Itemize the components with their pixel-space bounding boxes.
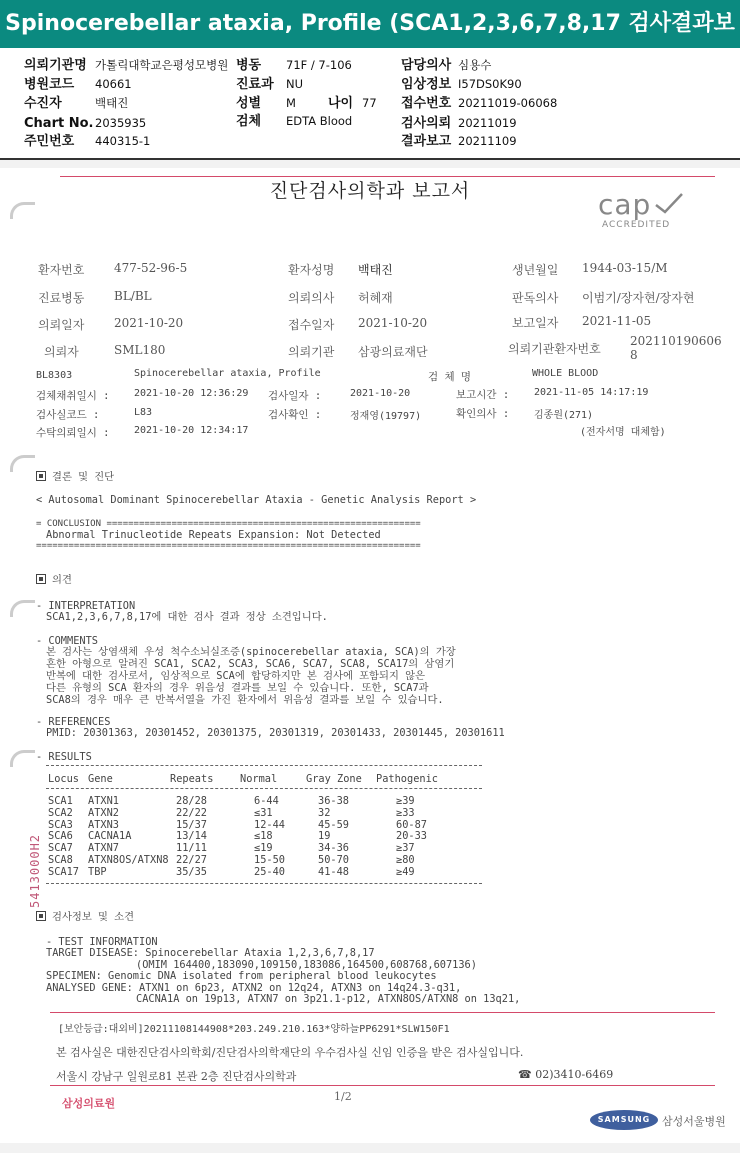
conclusion-head: = CONCLUSION ========================================================== (36, 519, 421, 529)
bottom-rule (50, 1012, 715, 1013)
punch-hole (10, 750, 35, 767)
age-label: 나이 (328, 96, 354, 111)
ward: BL/BL (114, 289, 152, 303)
cell-gray: 32 (318, 806, 331, 819)
collector-value: 백태진 (95, 96, 129, 110)
patient-name-label: 환자성명 (288, 263, 335, 277)
cell-locus: SCA17 (48, 865, 79, 878)
cell-repeats: 22/22 (176, 806, 207, 819)
rrn-value: 440315-1 (95, 134, 151, 148)
report-time-label: 보고시간 : (456, 389, 510, 401)
cell-patho: ≥49 (396, 865, 415, 878)
cell-locus: SCA3 (48, 818, 73, 831)
age-value: 77 (362, 96, 377, 110)
confirm-label: 확인의사 : (456, 408, 510, 420)
hospcode-label: 병원코드 (24, 77, 75, 92)
footer-brand: 삼성의료원 (62, 1097, 116, 1110)
col-locus: Locus (48, 773, 79, 785)
cell-locus: SCA2 (48, 806, 73, 819)
req-org-pt: 202110190606 (630, 334, 722, 348)
ti-line: (OMIM 164400,183090,109150,183086,164500,608768,607136) (136, 959, 477, 971)
test-date: 2021-10-20 (350, 388, 411, 399)
doctor-value: 심용수 (458, 58, 492, 72)
cell-normal: 12-44 (254, 818, 285, 831)
cell-gray: 41-48 (318, 865, 349, 878)
certification: 본 검사실은 대한진단검사의학회/진단검사의학재단의 우수검사실 신임 인증을 받은 검사실입니다. (56, 1046, 524, 1059)
test-name: Spinocerebellar ataxia, Profile (134, 368, 321, 379)
report-value: 20211109 (458, 134, 517, 148)
cell-patho: ≥39 (396, 795, 415, 807)
cell-locus: SCA6 (48, 830, 73, 843)
request-value: 20211019 (458, 116, 517, 130)
section-test-info (36, 911, 134, 923)
specimen: WHOLE BLOOD (532, 368, 599, 379)
section-opinion-title: 의견 (52, 574, 72, 586)
report-title: Spinocerebellar ataxia, Profile (SCA1,2,3,6,7,8,17 검사결과보 (0, 0, 740, 48)
doctor-label: 담당의사 (401, 58, 452, 73)
ti-line: CACNA1A on 19p13, ATXN7 on 3p21.1-p12, ATXN8OS/ATXN8 on 13q21, (136, 993, 521, 1005)
security-line: [보안등급:대외비]20211108144908*203.249.210.163*양하늘PP6291*SLW150F1 (58, 1024, 450, 1035)
cell-patho: ≥33 (396, 806, 415, 819)
section-opinion (36, 574, 72, 586)
patient-no-label: 환자번호 (38, 263, 85, 277)
cell-gene: ATXN3 (88, 818, 119, 831)
ward-value: 71F / 7-106 (286, 58, 352, 72)
room-label: 검사실코드 : (36, 409, 100, 421)
collector-label: 수진자 (24, 96, 62, 111)
cell-repeats: 28/28 (176, 795, 207, 807)
patient-name: 백태진 (358, 263, 393, 277)
cell-repeats: 13/14 (176, 830, 207, 843)
col-gray: Gray Zone (306, 773, 362, 785)
req-org: 삼광의료재단 (358, 345, 428, 359)
cell-normal: 15-50 (254, 854, 285, 866)
conclusion: Abnormal Trinucleotide Repeats Expansion: Not Detected (46, 529, 381, 541)
cap-logo-text: cap (598, 188, 652, 221)
req-date: 2021-10-20 (114, 316, 184, 330)
rrn-label: 주민번호 (24, 134, 75, 149)
sex-value: M (286, 96, 296, 110)
cell-gene: TBP (88, 865, 107, 878)
patient-header (0, 48, 740, 160)
col-gene: Gene (88, 773, 113, 785)
chart-value: 2035935 (95, 116, 147, 130)
samsung-logo: SAMSUNG (590, 1110, 658, 1130)
cell-gene: ATXN7 (88, 842, 119, 855)
receive: 2021-10-20 12:34:17 (134, 425, 249, 436)
page-number: 1/2 (334, 1090, 352, 1103)
cell-patho: 20-33 (396, 830, 427, 843)
cell-patho: ≥80 (396, 854, 415, 866)
cell-patho: 60-87 (396, 818, 427, 831)
cell-repeats: 35/35 (176, 865, 207, 878)
cell-repeats: 22/27 (176, 854, 207, 866)
col-repeats: Repeats (170, 773, 214, 785)
bottom-rule (50, 1085, 715, 1086)
interp: SCA1,2,3,6,7,8,17에 대한 검사 결과 정상 소견입니다. (46, 611, 328, 623)
comments-head: - COMMENTS (36, 635, 98, 647)
punch-hole (10, 202, 35, 219)
table-rule (46, 765, 482, 766)
side-barcode-text: 5413000H2 (28, 833, 42, 908)
section-conclusion-title: 결론 및 진단 (52, 471, 115, 483)
cell-gray: 36-38 (318, 795, 349, 807)
table-rule (46, 788, 482, 789)
requester: 허혜재 (358, 291, 393, 305)
hospital-name: 삼성서울병원 (662, 1115, 726, 1128)
req-date-label: 의뢰일자 (38, 318, 85, 332)
section-conclusion (36, 471, 114, 483)
room: L83 (134, 407, 153, 418)
report-label: 결과보고 (401, 134, 452, 149)
comment-line: 다른 유형의 SCA 환자의 경우 위음성 결과를 보일 수 있습니다. 또한, SCA7과 (46, 682, 429, 694)
cell-gene: ATXN2 (88, 806, 119, 819)
document-title: 진단검사의학과 보고서 (269, 180, 471, 202)
cell-gray: 34-36 (318, 842, 349, 855)
col-normal: Normal (240, 773, 278, 785)
cell-normal: ≤31 (254, 806, 273, 819)
rep-date: 2021-11-05 (582, 314, 652, 328)
ward-label: 진료병동 (38, 291, 85, 305)
dob: 1944-03-15/M (582, 261, 668, 275)
comment-line: 본 검사는 상염색체 우성 척수소뇌실조증(spinocerebellar ataxia, SCA)의 가장 (46, 646, 456, 658)
table-rule (46, 883, 482, 884)
cell-gray: 50-70 (318, 854, 349, 866)
ward-label: 병동 (236, 58, 262, 73)
conclusion-rule: ======================================================================= (36, 541, 421, 551)
cell-locus: SCA7 (48, 842, 73, 855)
collect-label: 검체채취일시 : (36, 390, 110, 402)
confirm: 김종원(271) (534, 410, 594, 421)
dob-label: 생년월일 (512, 263, 559, 277)
cell-gene: ATXN1 (88, 795, 119, 807)
dept-label: 진료과 (236, 77, 274, 92)
comment-line: 반복에 대한 검사로서, 임상적으로 SCA에 합당하지만 본 검사에 포함되지 않은 (46, 670, 425, 682)
ref-head: - REFERENCES (36, 716, 111, 728)
request-label: 검사의뢰 (401, 116, 452, 131)
address: 서울시 강남구 일원로81 본관 2층 진단검사의학과 (56, 1070, 297, 1083)
clinical-label: 임상정보 (401, 77, 452, 92)
square-bullet-icon (36, 574, 46, 584)
pmid: PMID: 20301363, 20301452, 20301375, 20301319, 20301433, 20301445, 20301611 (46, 727, 505, 739)
receive-label: 수탁의뢰일시 : (36, 427, 110, 439)
reader-label: 판독의사 (512, 291, 559, 305)
cell-locus: SCA1 (48, 795, 73, 807)
test-date-label: 검사일자 : (268, 390, 322, 402)
cell-gray: 19 (318, 830, 331, 843)
interp-head: - INTERPRETATION (36, 600, 136, 612)
square-bullet-icon (36, 471, 46, 481)
verify-label: 검사확인 : (268, 409, 322, 421)
test-code: BL8303 (36, 370, 73, 381)
clinical-value: I57DS0K90 (458, 77, 522, 91)
patient-no: 477-52-96-5 (114, 261, 188, 275)
specimen-value: EDTA Blood (286, 114, 353, 128)
req-org-pt-cont: 8 (630, 348, 638, 362)
dept-value: NU (286, 77, 304, 91)
verify: 정재영(19797) (350, 411, 422, 422)
cell-repeats: 15/37 (176, 818, 207, 831)
collect: 2021-10-20 12:36:29 (134, 388, 249, 399)
punch-hole (10, 600, 35, 617)
report-heading: < Autosomal Dominant Spinocerebellar Ataxia - Genetic Analysis Report > (36, 494, 477, 506)
org-value: 가톨릭대학교은평성모병원 (95, 58, 229, 72)
square-bullet-icon (36, 911, 46, 921)
recv-date: 2021-10-20 (358, 316, 428, 330)
cell-normal: 25-40 (254, 865, 285, 878)
specimen-label: 검 체 명 (428, 371, 472, 383)
req-org-pt-label: 의뢰기관환자번호 (508, 342, 601, 356)
rep-date-label: 보고일자 (512, 316, 559, 330)
hospcode-value: 40661 (95, 77, 132, 91)
req-id-label: 의뢰자 (44, 345, 79, 359)
cell-locus: SCA8 (48, 854, 73, 866)
req-org-label: 의뢰기관 (288, 345, 335, 359)
accession-value: 20211019-06068 (458, 96, 558, 110)
sex-label: 성별 (236, 96, 262, 111)
org-label: 의뢰기관명 (24, 58, 87, 73)
cell-normal: ≤19 (254, 842, 273, 855)
results-head: - RESULTS (36, 751, 92, 763)
punch-hole (10, 455, 35, 472)
comment-line: 흔한 아형으로 알려진 SCA1, SCA2, SCA3, SCA6, SCA7, SCA8, SCA17의 삼염기 (46, 658, 455, 670)
ti-head: - TEST INFORMATION (46, 936, 158, 948)
recv-date-label: 접수일자 (288, 318, 335, 332)
ti-line: TARGET DISEASE: Spinocerebellar Ataxia 1,2,3,6,7,8,17 (46, 947, 375, 959)
specimen-label: 검체 (236, 114, 262, 129)
ti-line: SPECIMEN: Genomic DNA isolated from peripheral blood leukocytes (46, 970, 437, 982)
col-patho: Pathogenic (376, 773, 438, 785)
check-icon (654, 192, 684, 214)
cell-repeats: 11/11 (176, 842, 207, 855)
reader: 이범기/장자현/장자현 (582, 291, 695, 305)
requester-label: 의뢰의사 (288, 291, 335, 305)
cell-gene: ATXN8OS/ATXN8 (88, 854, 169, 866)
req-id: SML180 (114, 343, 166, 357)
cell-patho: ≥37 (396, 842, 415, 855)
cap-accredited-text: ACCREDITED (602, 220, 671, 230)
cell-normal: ≤18 (254, 830, 273, 843)
cap-accredited-logo (598, 188, 671, 230)
cell-gene: CACNA1A (88, 830, 132, 843)
ti-line: ANALYSED GENE: ATXN1 on 6p23, ATXN2 on 12q24, ATXN3 on 14q24.3-q31, (46, 982, 462, 994)
section-test-info-title: 검사정보 및 소견 (52, 911, 135, 923)
esign: (전자서명 대체함) (580, 427, 666, 438)
report-time: 2021-11-05 14:17:19 (534, 387, 649, 398)
cell-gray: 45-59 (318, 818, 349, 831)
accession-label: 접수번호 (401, 96, 452, 111)
chart-label: Chart No. (24, 116, 94, 131)
phone: ☎ 02)3410-6469 (518, 1068, 614, 1081)
cell-normal: 6-44 (254, 795, 279, 807)
comment-line: SCA8의 경우 매우 큰 반복서열을 가진 환자에서 위음성 결과를 보일 수 있습니다. (46, 694, 444, 706)
report-document (0, 168, 740, 1143)
